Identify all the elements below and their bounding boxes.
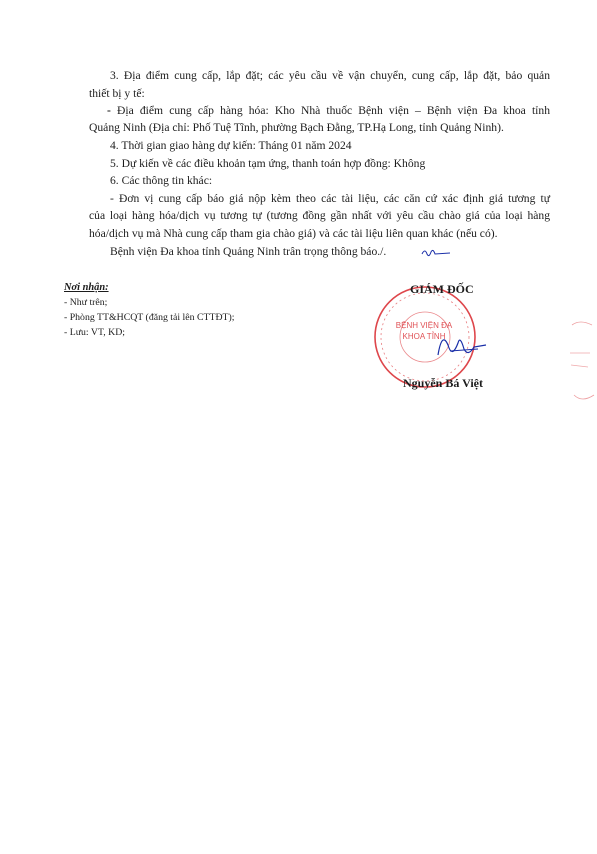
item6: 6. Các thông tin khác: <box>110 174 213 187</box>
item5: 5. Dự kiến về các điều khoản tạm ứng, thanh toán hợp đồng: Không <box>110 157 426 170</box>
recipient-item: - Lưu: VT, KD; <box>64 327 126 338</box>
item3-sub-line1 <box>107 104 550 118</box>
sub-line-text: Địa điểm cung cấp hàng hóa: Kho Nhà thuốc Bệnh viện – Bệnh viện Đa khoa tỉnh <box>110 104 550 117</box>
recipient-item: - Phòng TT&HCQT (đăng tải lên CTTĐT); <box>64 312 235 323</box>
item6-line3: hóa/dịch vụ mà Nhà cung cấp tham gia chào giá) và các tài liệu liên quan khác (nếu có). <box>89 227 498 240</box>
item3-sub-line2: Quảng Ninh (Địa chỉ: Phố Tuệ Tĩnh, phường Bạch Đằng, TP.Hạ Long, tỉnh Quảng Ninh). <box>89 121 504 134</box>
item4: 4. Thời gian giao hàng dự kiến: Tháng 01 năm 2024 <box>110 139 352 152</box>
bold-prefix: - <box>107 104 111 117</box>
item6-line2: của loại hàng hóa/dịch vụ tương tự (tương đồng gần nhất với yêu cầu chào giá của loại hàng <box>89 209 550 222</box>
handwritten-signature <box>430 325 490 365</box>
stamp-text: BỆNH VIỆN ĐA KHOA TỈNH <box>395 321 453 341</box>
edge-stamp-marks <box>568 315 597 405</box>
item3-line1: 3. Địa điểm cung cấp, lắp đặt; các yêu cầu về vận chuyển, cung cấp, lắp đặt, bảo quản <box>110 69 550 82</box>
closing-line: Bệnh viện Đa khoa tỉnh Quảng Ninh trân trọng thông báo./. <box>110 245 387 258</box>
initials-mark <box>420 246 460 260</box>
item6-line1: - Đơn vị cung cấp báo giá nộp kèm theo các tài liệu, các căn cứ xác định giá tương tự <box>110 192 550 205</box>
signature-title: GIÁM ĐỐC <box>410 282 474 296</box>
recipients-heading: Nơi nhận: <box>64 282 109 293</box>
recipient-item: - Như trên; <box>64 297 108 308</box>
signer-name: Nguyễn Bá Việt <box>403 376 484 390</box>
item3-line2: thiết bị y tế: <box>89 87 145 100</box>
